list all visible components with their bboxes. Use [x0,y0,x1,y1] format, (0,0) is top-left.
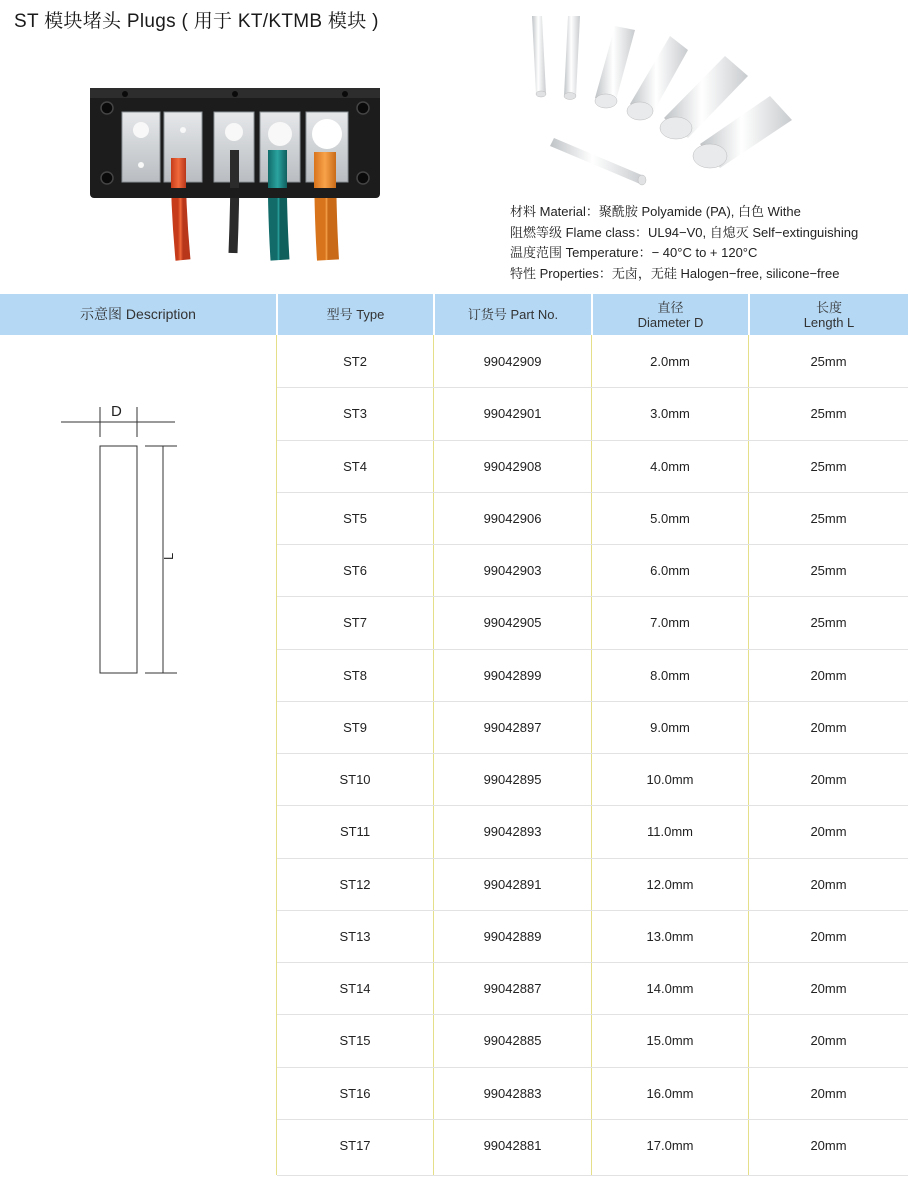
cell-type: ST17 [339,1137,371,1153]
cell-type: ST8 [343,667,367,683]
cell-part-no: 99042909 [483,353,542,369]
property-flame-class: 阻燃等级 Flame class：UL94−V0, 自熄灭 Self−extinguishing [510,224,859,240]
header-part-no: 订货号 Part No. [467,307,559,322]
cell-part-no: 99042905 [483,614,542,630]
cell-type: ST3 [343,405,367,421]
table-bottom-border [277,1175,908,1176]
cell-diameter: 13.0mm [646,928,694,944]
table-row [0,1014,908,1066]
page-title: ST 模块堵头 Plugs ( 用于 KT/KTMB 模块 ) [14,11,379,32]
cell-diameter: 8.0mm [650,667,690,683]
cell-diameter: 3.0mm [650,405,690,421]
header-description: 示意图 Description [80,306,196,322]
cell-length: 25mm [810,353,847,369]
table-row [0,544,908,596]
cell-length: 20mm [810,771,847,787]
table-row [0,335,908,387]
cell-type: ST9 [343,719,367,735]
cell-length: 25mm [810,510,847,526]
cell-diameter: 14.0mm [646,980,694,996]
table-row [0,440,908,492]
table-row [0,910,908,962]
property-temperature: 温度范围 Temperature：− 40°C to + 120°C [510,245,758,261]
cell-part-no: 99042897 [483,719,542,735]
screw-hole [357,172,369,184]
table-row [0,596,908,648]
cell-diameter: 15.0mm [646,1032,694,1048]
cell-length: 20mm [810,1085,847,1101]
cell-diameter: 5.0mm [650,510,690,526]
material-properties [510,202,858,285]
cell-type: ST15 [339,1032,371,1048]
plug-rod [564,16,580,100]
cell-part-no: 99042906 [483,510,542,526]
cell-diameter: 4.0mm [650,458,690,474]
cell-length: 20mm [810,1032,847,1048]
cell-diameter: 6.0mm [650,562,690,578]
cell-type: ST4 [343,458,367,474]
cell-part-no: 99042908 [483,458,542,474]
table-header [0,294,908,335]
cell-type: ST5 [343,510,367,526]
cell-length: 25mm [810,458,847,474]
table-row [0,701,908,753]
table-row [0,492,908,544]
cell-diameter: 16.0mm [646,1085,694,1101]
plug-rod [595,26,635,108]
cell-diameter: 12.0mm [646,876,694,892]
cell-type: ST16 [339,1085,371,1101]
cell-diameter: 2.0mm [650,353,690,369]
cell-length: 20mm [810,876,847,892]
table-row [0,387,908,439]
screw-hole [101,172,113,184]
cell-part-no: 99042887 [483,980,542,996]
cell-part-no: 99042881 [483,1137,542,1153]
cell-diameter: 9.0mm [650,719,690,735]
cell-diameter: 7.0mm [650,614,690,630]
table-row [0,1119,908,1171]
cell-length: 25mm [810,405,847,421]
cell-length: 20mm [810,823,847,839]
cell-part-no: 99042891 [483,876,542,892]
cell-part-no: 99042885 [483,1032,542,1048]
cell-length: 20mm [810,719,847,735]
diameter-label: D [111,403,122,420]
cell-part-no: 99042901 [483,405,542,421]
cell-length: 25mm [810,562,847,578]
cell-diameter: 17.0mm [646,1137,694,1153]
cell-length: 25mm [810,614,847,630]
length-label: L [161,552,176,560]
cell-type: ST11 [339,823,371,839]
cell-length: 20mm [810,928,847,944]
cell-type: ST2 [343,353,367,369]
header-length [750,294,908,335]
cell-type: ST12 [339,876,371,892]
cell-part-no: 99042893 [483,823,542,839]
header-length-cn: 长度 [815,299,842,315]
cell-length: 20mm [810,667,847,683]
cell-type: ST13 [339,928,371,944]
cell-part-no: 99042903 [483,562,542,578]
header-type: 型号 Type [326,307,385,322]
plugs-photo [520,8,810,198]
screw-hole [357,102,369,114]
cell-type: ST7 [343,614,367,630]
cell-diameter: 10.0mm [646,771,694,787]
header-diameter [593,294,748,335]
cell-part-no: 99042883 [483,1085,542,1101]
cell-part-no: 99042889 [483,928,542,944]
product-photo-frame [80,78,390,263]
header-diameter-cn: 直径 [657,299,684,315]
screw-hole [101,102,113,114]
plug-rod [532,16,546,97]
cell-part-no: 99042895 [483,771,542,787]
table-row [0,858,908,910]
table-row [0,1067,908,1119]
property-features: 特性 Properties：无卤，无硅 Halogen−free, silicone−free [510,266,840,282]
cell-type: ST14 [339,980,371,996]
property-material: 材料 Material：聚酰胺 Polyamide (PA), 白色 Withe [510,204,801,219]
header-length-en: Length L [803,314,855,330]
table-row [0,649,908,701]
plug-rod [550,138,646,185]
header-diameter-en: Diameter D [637,314,704,330]
table-row [0,962,908,1014]
table-row [0,805,908,857]
cell-length: 20mm [810,980,847,996]
table-row [0,753,908,805]
cell-diameter: 11.0mm [647,823,693,839]
cell-part-no: 99042899 [483,667,542,683]
cell-type: ST10 [339,771,371,787]
cell-type: ST6 [343,562,367,578]
cell-length: 20mm [810,1137,847,1153]
